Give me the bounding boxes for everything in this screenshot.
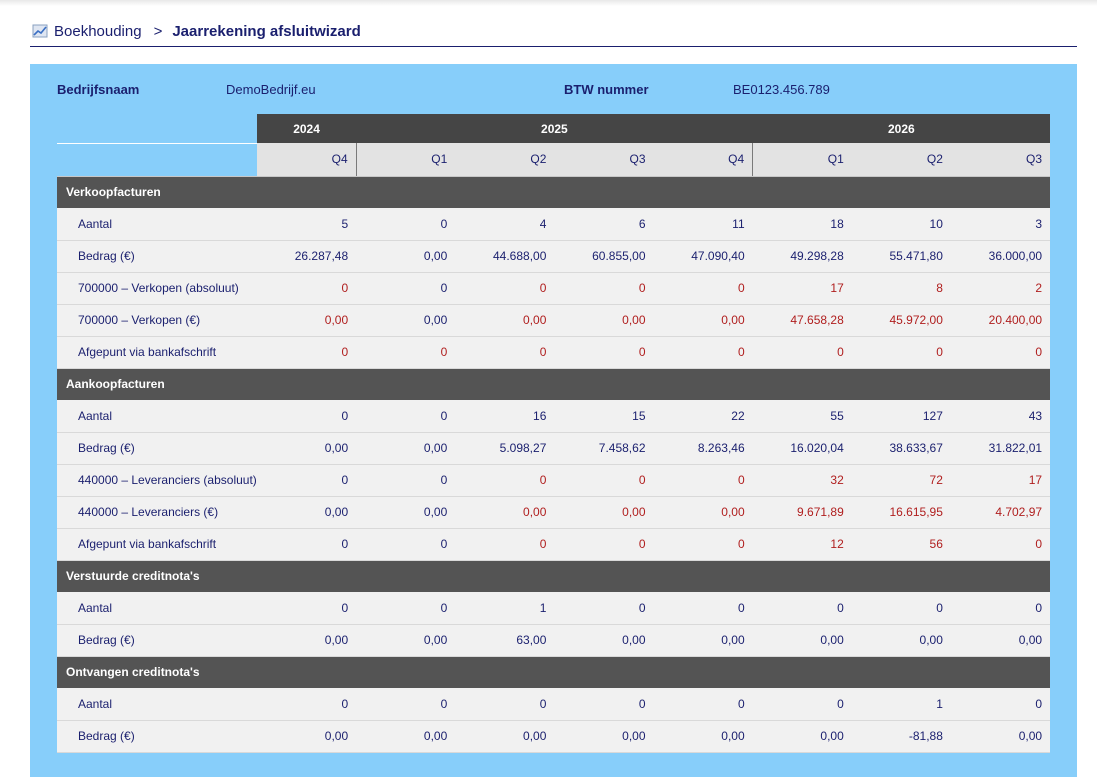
table-row (57, 496, 1050, 528)
value-cell: 0,00 (951, 720, 1050, 752)
breadcrumb (32, 21, 361, 41)
value-cell: 0 (554, 528, 653, 560)
year-header-cell: 2026 (753, 114, 1050, 143)
value-cell: 16.615,95 (852, 496, 951, 528)
value-cell: 0 (257, 688, 356, 720)
value-cell: 20.400,00 (951, 304, 1050, 336)
value-cell: 5.098,27 (455, 432, 554, 464)
quarter-header-blank (57, 143, 257, 176)
value-cell: 1 (455, 592, 554, 624)
value-cell: 7.458,62 (554, 432, 653, 464)
value-cell: 0,00 (951, 624, 1050, 656)
value-cell: 38.633,67 (852, 432, 951, 464)
table-row (57, 304, 1050, 336)
value-cell: 0,00 (257, 720, 356, 752)
section-header-row (57, 176, 1050, 208)
value-cell: 0,00 (753, 624, 852, 656)
value-cell: 16 (455, 400, 554, 432)
value-cell: 5 (257, 208, 356, 240)
company-name-value: DemoBedrijf.eu (226, 82, 316, 97)
value-cell: 56 (852, 528, 951, 560)
value-cell: 72 (852, 464, 951, 496)
value-cell: 0 (654, 336, 753, 368)
section-title: Verstuurde creditnota's (57, 560, 1050, 592)
row-label: 700000 – Verkopen (absoluut) (57, 272, 257, 304)
year-header-cell: 2024 (257, 114, 356, 143)
value-cell: 0,00 (554, 624, 653, 656)
row-label: Afgepunt via bankafschrift (57, 528, 257, 560)
value-cell: 11 (654, 208, 753, 240)
value-cell: 0 (753, 688, 852, 720)
value-cell: 0,00 (654, 624, 753, 656)
value-cell: 0 (356, 272, 455, 304)
table-row (57, 688, 1050, 720)
value-cell: 49.298,28 (753, 240, 852, 272)
value-cell: 0 (753, 592, 852, 624)
year-header-cell: 2025 (356, 114, 753, 143)
value-cell: 0,00 (455, 720, 554, 752)
page-title: Jaarrekening afsluitwizard (172, 22, 361, 40)
value-cell: 0 (951, 688, 1050, 720)
vat-number-value: BE0123.456.789 (733, 82, 830, 97)
value-cell: 10 (852, 208, 951, 240)
value-cell: 0,00 (654, 720, 753, 752)
value-cell: 44.688,00 (455, 240, 554, 272)
value-cell: 26.287,48 (257, 240, 356, 272)
table-row (57, 208, 1050, 240)
quarter-header-cell: Q2 (852, 143, 951, 176)
value-cell: 0 (951, 592, 1050, 624)
quarter-header-cell: Q4 (654, 143, 753, 176)
row-label: 440000 – Leveranciers (absoluut) (57, 464, 257, 496)
value-cell: 0 (455, 464, 554, 496)
chart-line-icon (32, 23, 48, 39)
table-row (57, 240, 1050, 272)
quarter-header-row (57, 143, 1050, 176)
value-cell: 0,00 (753, 720, 852, 752)
header-divider (30, 46, 1077, 47)
value-cell: 15 (554, 400, 653, 432)
value-cell: 0 (455, 272, 554, 304)
value-cell: 0 (257, 592, 356, 624)
value-cell: 55.471,80 (852, 240, 951, 272)
value-cell: 0,00 (257, 304, 356, 336)
value-cell: 0,00 (257, 496, 356, 528)
value-cell: 0 (356, 464, 455, 496)
value-cell: 2 (951, 272, 1050, 304)
value-cell: 0,00 (257, 624, 356, 656)
value-cell: 12 (753, 528, 852, 560)
value-cell: 0 (257, 336, 356, 368)
value-cell: 0 (356, 528, 455, 560)
value-cell: 0 (554, 592, 653, 624)
value-cell: 0 (554, 688, 653, 720)
row-label: 440000 – Leveranciers (€) (57, 496, 257, 528)
value-cell: 0 (257, 464, 356, 496)
value-cell: 32 (753, 464, 852, 496)
value-cell: 0,00 (356, 304, 455, 336)
table-row (57, 432, 1050, 464)
section-header-row (57, 368, 1050, 400)
value-cell: 0 (356, 400, 455, 432)
value-cell: 0 (951, 336, 1050, 368)
value-cell: 0,00 (554, 304, 653, 336)
table-row (57, 464, 1050, 496)
value-cell: 127 (852, 400, 951, 432)
quarter-header-cell: Q3 (951, 143, 1050, 176)
row-label: Bedrag (€) (57, 624, 257, 656)
value-cell: 0 (654, 464, 753, 496)
value-cell: 0 (654, 528, 753, 560)
value-cell: 0 (356, 336, 455, 368)
value-cell: 60.855,00 (554, 240, 653, 272)
table-row (57, 720, 1050, 752)
quarter-header-cell: Q3 (554, 143, 653, 176)
value-cell: 0,00 (554, 496, 653, 528)
breadcrumb-separator: > (153, 22, 163, 40)
value-cell: 0,00 (554, 720, 653, 752)
value-cell: 8 (852, 272, 951, 304)
value-cell: 0 (455, 688, 554, 720)
value-cell: 0 (356, 208, 455, 240)
row-label: Aantal (57, 688, 257, 720)
year-header-row (57, 114, 1050, 143)
quarter-header-cell: Q4 (257, 143, 356, 176)
row-label: 700000 – Verkopen (€) (57, 304, 257, 336)
table-row (57, 336, 1050, 368)
year-end-overview-table (57, 114, 1050, 753)
row-label: Bedrag (€) (57, 240, 257, 272)
row-label: Aantal (57, 592, 257, 624)
year-header-blank (57, 114, 257, 143)
value-cell: 0 (852, 336, 951, 368)
value-cell: 0 (257, 272, 356, 304)
value-cell: 4 (455, 208, 554, 240)
value-cell: 0 (951, 528, 1050, 560)
value-cell: 0,00 (356, 624, 455, 656)
section-title: Aankoopfacturen (57, 368, 1050, 400)
value-cell: -81,88 (852, 720, 951, 752)
value-cell: 0,00 (356, 720, 455, 752)
table-row (57, 528, 1050, 560)
value-cell: 22 (654, 400, 753, 432)
value-cell: 3 (951, 208, 1050, 240)
value-cell: 63,00 (455, 624, 554, 656)
quarter-header-cell: Q2 (455, 143, 554, 176)
value-cell: 0 (554, 272, 653, 304)
value-cell: 0 (554, 336, 653, 368)
value-cell: 0 (654, 592, 753, 624)
value-cell: 9.671,89 (753, 496, 852, 528)
value-cell: 0 (455, 528, 554, 560)
value-cell: 0,00 (654, 496, 753, 528)
quarter-header-cell: Q1 (753, 143, 852, 176)
value-cell: 0 (654, 272, 753, 304)
table-row (57, 624, 1050, 656)
quarter-header-cell: Q1 (356, 143, 455, 176)
value-cell: 36.000,00 (951, 240, 1050, 272)
row-label: Bedrag (€) (57, 720, 257, 752)
section-header-row (57, 560, 1050, 592)
row-label: Aantal (57, 208, 257, 240)
value-cell: 0 (257, 400, 356, 432)
value-cell: 0,00 (356, 432, 455, 464)
value-cell: 0,00 (455, 304, 554, 336)
value-cell: 16.020,04 (753, 432, 852, 464)
value-cell: 4.702,97 (951, 496, 1050, 528)
section-header-row (57, 656, 1050, 688)
value-cell: 0 (356, 688, 455, 720)
value-cell: 8.263,46 (654, 432, 753, 464)
value-cell: 55 (753, 400, 852, 432)
company-name-label: Bedrijfsnaam (57, 82, 140, 97)
value-cell: 1 (852, 688, 951, 720)
value-cell: 0,00 (257, 432, 356, 464)
table-row (57, 592, 1050, 624)
value-cell: 47.658,28 (753, 304, 852, 336)
value-cell: 0,00 (356, 496, 455, 528)
value-cell: 18 (753, 208, 852, 240)
wizard-panel (30, 64, 1077, 777)
value-cell: 47.090,40 (654, 240, 753, 272)
value-cell: 45.972,00 (852, 304, 951, 336)
value-cell: 0 (356, 592, 455, 624)
value-cell: 0,00 (852, 624, 951, 656)
row-label: Bedrag (€) (57, 432, 257, 464)
section-title: Verkoopfacturen (57, 176, 1050, 208)
value-cell: 17 (951, 464, 1050, 496)
value-cell: 43 (951, 400, 1050, 432)
value-cell: 0,00 (455, 496, 554, 528)
breadcrumb-parent-link[interactable]: Boekhouding (54, 22, 142, 40)
value-cell: 0 (654, 688, 753, 720)
value-cell: 6 (554, 208, 653, 240)
value-cell: 31.822,01 (951, 432, 1050, 464)
value-cell: 0,00 (654, 304, 753, 336)
value-cell: 0 (455, 336, 554, 368)
value-cell: 0 (753, 336, 852, 368)
table-body (57, 176, 1050, 752)
value-cell: 0 (257, 528, 356, 560)
top-shadow (0, 0, 1097, 6)
row-label: Afgepunt via bankafschrift (57, 336, 257, 368)
value-cell: 0 (852, 592, 951, 624)
table-row (57, 400, 1050, 432)
value-cell: 0 (554, 464, 653, 496)
value-cell: 17 (753, 272, 852, 304)
row-label: Aantal (57, 400, 257, 432)
value-cell: 0,00 (356, 240, 455, 272)
vat-number-label: BTW nummer (564, 82, 649, 97)
table-row (57, 272, 1050, 304)
section-title: Ontvangen creditnota's (57, 656, 1050, 688)
